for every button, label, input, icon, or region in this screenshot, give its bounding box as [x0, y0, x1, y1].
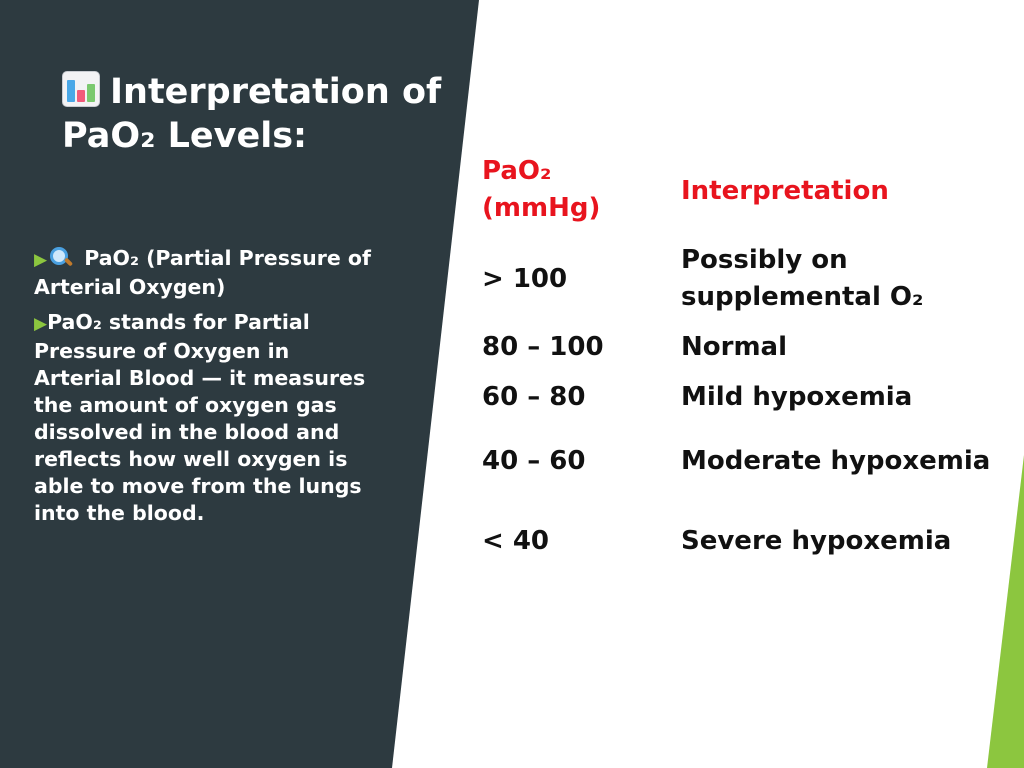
title-line-2: PaO₂ Levels: [62, 116, 308, 156]
row-4-interpretation: Moderate hypoxemia [681, 446, 991, 476]
slide-title [62, 70, 462, 158]
row-5-interpretation: Severe hypoxemia [681, 526, 952, 556]
row-1-pao2: > 100 [482, 264, 568, 294]
bullet-item-definition [34, 245, 384, 301]
bullet-text: PaO₂ stands for Partial Pressure of Oxygen in Arterial Blood — it measures the amount of oxygen gas dissolved in the blood and reflects how well oxygen is able to move from the lungs into the blood. [34, 310, 366, 525]
header-pao2: PaO₂ (mmHg) [482, 156, 601, 223]
header-interpretation: Interpretation [681, 176, 889, 206]
row-2-interpretation: Normal [681, 332, 787, 362]
bullet-list [34, 245, 384, 535]
row-5-pao2: < 40 [482, 526, 550, 556]
magnifying-glass-icon [49, 246, 73, 268]
row-1-interpretation: Possibly on supplemental O₂ [681, 245, 924, 312]
bullet-arrow-icon: ▶ [34, 314, 48, 334]
bullet-text: PaO₂ (Partial Pressure of Arterial Oxygen) [34, 246, 371, 299]
bullet-item-explanation [34, 309, 384, 527]
bullet-arrow-icon: ▶ [34, 250, 48, 270]
row-3-interpretation: Mild hypoxemia [681, 382, 913, 412]
bar-chart-icon [62, 71, 100, 107]
row-2-pao2: 80 – 100 [482, 332, 604, 362]
title-line-1: Interpretation of [110, 72, 442, 112]
pao2-table [482, 0, 1012, 768]
row-3-pao2: 60 – 80 [482, 382, 586, 412]
row-4-pao2: 40 – 60 [482, 446, 586, 476]
